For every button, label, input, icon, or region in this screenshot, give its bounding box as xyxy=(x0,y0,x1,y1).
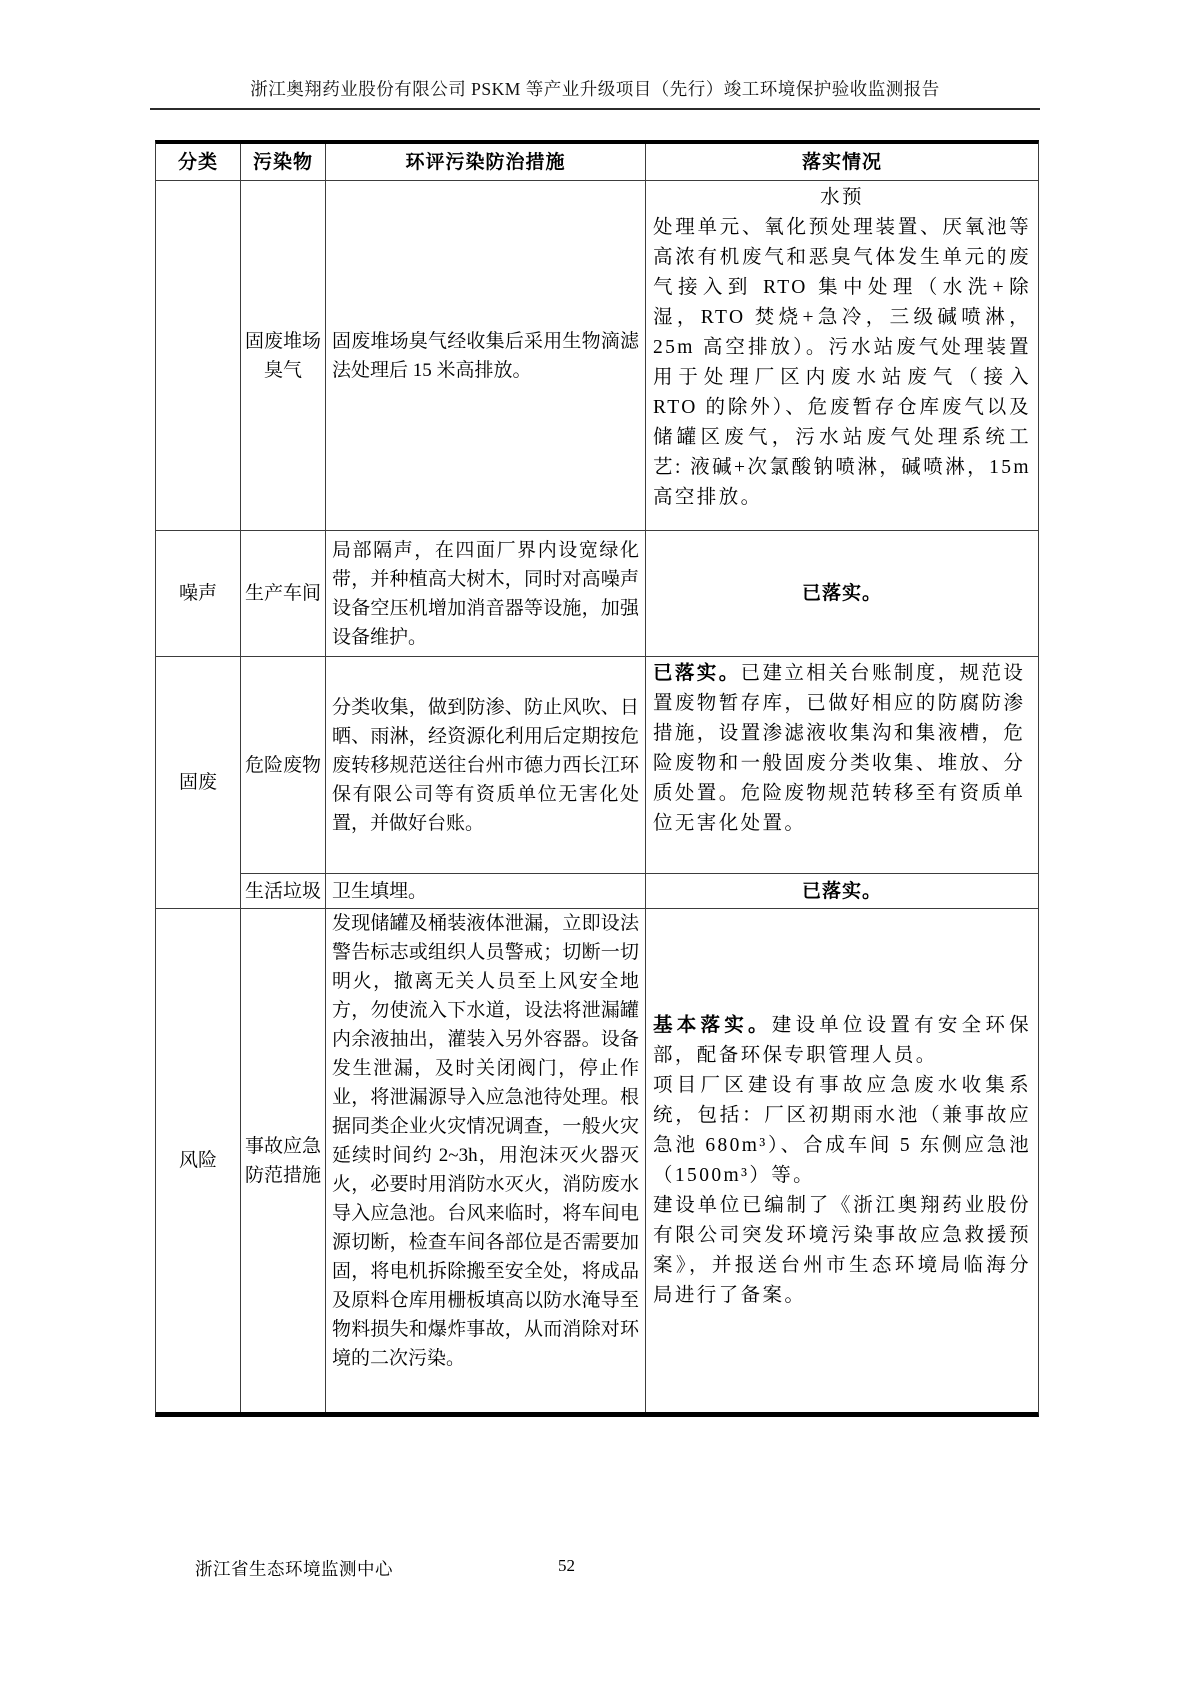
cell-impl-risk xyxy=(646,909,1038,1412)
cell-impl-hazardous xyxy=(646,657,1038,874)
cell-pollutant-domestic: 生活垃圾 xyxy=(241,874,326,909)
impl-hazardous-status: 已落实。 xyxy=(653,663,741,684)
footer-page-number: 52 xyxy=(558,1556,575,1575)
measures-hazardous-text: 分类收集，做到防渗、防止风吹、日晒、雨淋，经资源化利用后定期按危废转移规范送往台州市德力西长江环保有限公司等有资质单位无害化处置，并做好台账。 xyxy=(332,696,639,834)
cell-measures-domestic: 卫生填埋。 xyxy=(326,874,646,909)
cell-category-solid-waste: 固废 xyxy=(156,657,241,909)
impl-hazardous-detail: 已建立相关台账制度，规范设置废物暂存库，已做好相应的防腐防渗措施，设置渗滤液收集沟和集液槽，危险废物和一般固废分类收集、堆放、分质处置。危险废物规范转移至有资质单位无害化处置。 xyxy=(653,663,1026,834)
col-header-category: 分类 xyxy=(156,144,241,181)
impl-risk-p1-detail: 建设单位设置有安全环保部，配备环保专职管理人员。 xyxy=(653,1014,1031,1066)
cell-pollutant-risk: 事故应急防范措施 xyxy=(241,909,326,1412)
impl-risk-paragraph-2: 项目厂区建设有事故应急废水收集系统，包括：厂区初期雨水池（兼事故应急池 680m³）、合成车间 5 东侧应急池（1500m³）等。 xyxy=(653,1074,1031,1186)
col-header-pollutant: 污染物 xyxy=(241,144,326,181)
cell-category-odor xyxy=(156,181,241,531)
cell-impl-noise: 已落实。 xyxy=(646,531,1038,657)
measures-odor-text: 固废堆场臭气经收集后采用生物滴滤法处理后 15 米高排放。 xyxy=(332,330,639,381)
measures-noise-text: 局部隔声，在四面厂界内设宽绿化带，并种植高大树木，同时对高噪声设备空压机增加消音器等设施，加强设备维护。 xyxy=(332,539,639,648)
cell-measures-noise xyxy=(326,531,646,657)
impl-odor-body: 处理单元、氧化预处理装置、厌氧池等高浓有机废气和恶臭气体发生单元的废气接入到 RTO 集中处理（水洗+除湿，RTO 焚烧+急冷，三级碱喷淋，25m 高空排放）。污水站废气处理装置用于处理厂区内废水站废气（接入 RTO 的除外）、危废暂存仓库废气以及储罐区废气，污水站废气处理系统工艺: 液碱+次氯酸钠喷淋，碱喷淋，15m 高空排放。 xyxy=(653,217,1031,508)
impl-risk-status: 基本落实。 xyxy=(653,1014,772,1036)
impl-risk-paragraph-3: 建设单位已编制了《浙江奥翔药业股份有限公司突发环境污染事故应急救援预案》，并报送台州市生态环境局临海分局进行了备案。 xyxy=(653,1194,1031,1306)
cell-measures-odor xyxy=(326,181,646,531)
header-divider xyxy=(150,108,1040,110)
cell-impl-domestic: 已落实。 xyxy=(646,874,1038,909)
measures-table xyxy=(155,140,1039,1417)
cell-category-risk: 风险 xyxy=(156,909,241,1412)
col-header-implementation: 落实情况 xyxy=(646,144,1038,181)
report-title: 浙江奥翔药业股份有限公司 PSKM 等产业升级项目（先行）竣工环境保护验收监测报告 xyxy=(250,79,940,99)
impl-risk-paragraph-1 xyxy=(653,1011,1031,1071)
cell-measures-hazardous xyxy=(326,657,646,874)
impl-odor-carryover: 水预 xyxy=(820,187,864,208)
cell-pollutant-odor: 固废堆场臭气 xyxy=(241,181,326,531)
col-header-measures: 环评污染防治措施 xyxy=(326,144,646,181)
cell-pollutant-noise: 生产车间 xyxy=(241,531,326,657)
cell-category-noise: 噪声 xyxy=(156,531,241,657)
cell-measures-risk xyxy=(326,909,646,1412)
measures-risk-text: 发现储罐及桶装液体泄漏，立即设法警告标志或组织人员警戒；切断一切明火，撤离无关人员至上风安全地方，勿使流入下水道，设法将泄漏罐内余液抽出，灌装入另外容器。设备发生泄漏，及时关闭阀门，停止作业，将泄漏源导入应急池待处理。根据同类企业火灾情况调查，一般火灾延续时间约 2~3h，用泡沫灭火器灭火，必要时用消防水灭火，消防废水导入应急池。台风来临时，将车间电源切断，检查车间各部位是否需要加固，将电机拆除搬至安全处，将成品及原料仓库用栅板填高以防水淹导至物料损失和爆炸事故，从而消除对环境的二次污染。 xyxy=(332,913,639,1369)
cell-pollutant-hazardous: 危险废物 xyxy=(241,657,326,874)
cell-impl-odor xyxy=(646,181,1038,531)
footer-organization: 浙江省生态环境监测中心 xyxy=(195,1559,393,1579)
